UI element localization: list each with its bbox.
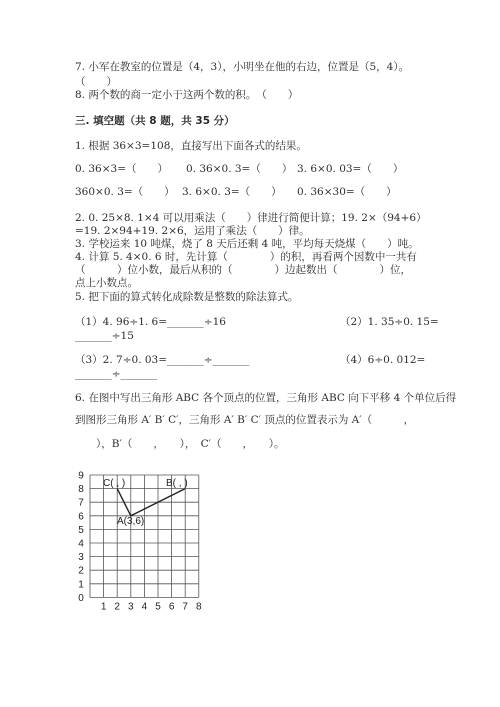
x-tick-label: 6 bbox=[168, 601, 175, 613]
q5-part-2-b: _______÷15 bbox=[75, 330, 134, 342]
q5-part-3: （3）2. 7÷0. 03=_______÷_______ bbox=[75, 354, 250, 366]
grid-tick-labels bbox=[78, 471, 202, 613]
label-point-b: B( , ) bbox=[166, 478, 188, 489]
x-tick-label: 7 bbox=[182, 601, 188, 613]
q4-line-1: 4. 计算 5. 4×0. 6 时，先计算（ ）的积，再看两个因数中一共有 bbox=[75, 251, 417, 263]
y-tick-label: 3 bbox=[78, 552, 84, 564]
q5-stem: 5. 把下面的算式转化成除数是整数的除法算式。 bbox=[75, 291, 299, 303]
q1-expr-6: 0. 36×30=（ ） bbox=[297, 186, 397, 198]
q7-line-1: 7. 小军在教室的位置是（4，3），小明坐在他的右边，位置是（5，4）。 bbox=[75, 61, 410, 73]
y-tick-label: 2 bbox=[78, 565, 84, 577]
q6-line-2: 到图形三角形 A′ B′ C′，三角形 A′ B′ C′ 顶点的位置表示为 A′（ ， bbox=[75, 414, 415, 426]
y-tick-label: 9 bbox=[78, 470, 84, 482]
label-point-a: A(3,6) bbox=[117, 516, 145, 527]
q3-line: 3. 学校运来 10 吨煤，烧了 8 天后还剩 4 吨，平均每天烧煤（ ）吨。 bbox=[75, 238, 419, 250]
q6-line-1: 6. 在图中写出三角形 ABC 各个顶点的位置，三角形 ABC 向下平移 4 个单位后得 bbox=[75, 392, 457, 404]
x-tick-label: 8 bbox=[196, 601, 202, 613]
q5-part-4-b: _______÷_______ bbox=[75, 368, 158, 380]
section-3-title: 三. 填空题（共 8 题，共 35 分） bbox=[75, 115, 235, 127]
q1-expr-5: 3. 6×0. 3=（ ） bbox=[182, 186, 282, 198]
x-tick-label: 5 bbox=[155, 601, 161, 613]
x-tick-label: 3 bbox=[128, 601, 134, 613]
q5-part-1: （1）4. 96÷1. 6=_______÷16 bbox=[75, 316, 226, 328]
q2-line-2: =19. 2×94+19. 2×6，运用了乘法（ ）律。 bbox=[75, 225, 310, 237]
y-tick-label: 1 bbox=[78, 579, 84, 591]
q8-line: 8. 两个数的商一定小于这两个数的积。 （ ） bbox=[75, 89, 299, 101]
q1-expr-2: 0. 36×0. 3=（ ） bbox=[186, 163, 293, 175]
q5-part-4-a: （4）6÷0. 012= bbox=[340, 354, 426, 366]
q1-expr-1: 0. 36×3=（ ） bbox=[75, 163, 168, 175]
q5-part-2-a: （2）1. 35÷0. 15= bbox=[340, 316, 439, 328]
x-tick-label: 2 bbox=[114, 601, 120, 613]
y-tick-label: 8 bbox=[78, 484, 84, 496]
grid-lines bbox=[90, 475, 199, 597]
q1-stem: 1. 根据 36×3=108，直接写出下面各式的结果。 bbox=[75, 140, 307, 152]
q1-expr-3: 3. 6×0. 03=（ ） bbox=[297, 163, 404, 175]
q1-expr-4: 360×0. 3=（ ） bbox=[75, 186, 175, 198]
q6-line-3: ），B′（ ， ）， C′（ ， ）。 bbox=[75, 438, 285, 450]
y-tick-label: 6 bbox=[78, 511, 84, 523]
q4-line-3: 点上小数点。 bbox=[75, 277, 138, 289]
y-tick-label: 0 bbox=[78, 592, 84, 604]
y-tick-label: 4 bbox=[78, 538, 84, 550]
q7-line-2: （ ） bbox=[75, 76, 117, 88]
x-tick-label: 1 bbox=[100, 601, 107, 613]
q4-line-2: （ ）位小数，最后从积的（ ）边起数出（ ）位， bbox=[75, 264, 411, 276]
label-point-c: C( , ) bbox=[103, 478, 126, 489]
q2-line-1: 2. 0. 25×8. 1×4 可以用乘法（ ）律进行简便计算；19. 2×（94+6） bbox=[75, 212, 427, 224]
y-tick-label: 5 bbox=[78, 524, 84, 536]
x-tick-label: 4 bbox=[141, 601, 148, 613]
y-tick-label: 7 bbox=[78, 497, 84, 509]
